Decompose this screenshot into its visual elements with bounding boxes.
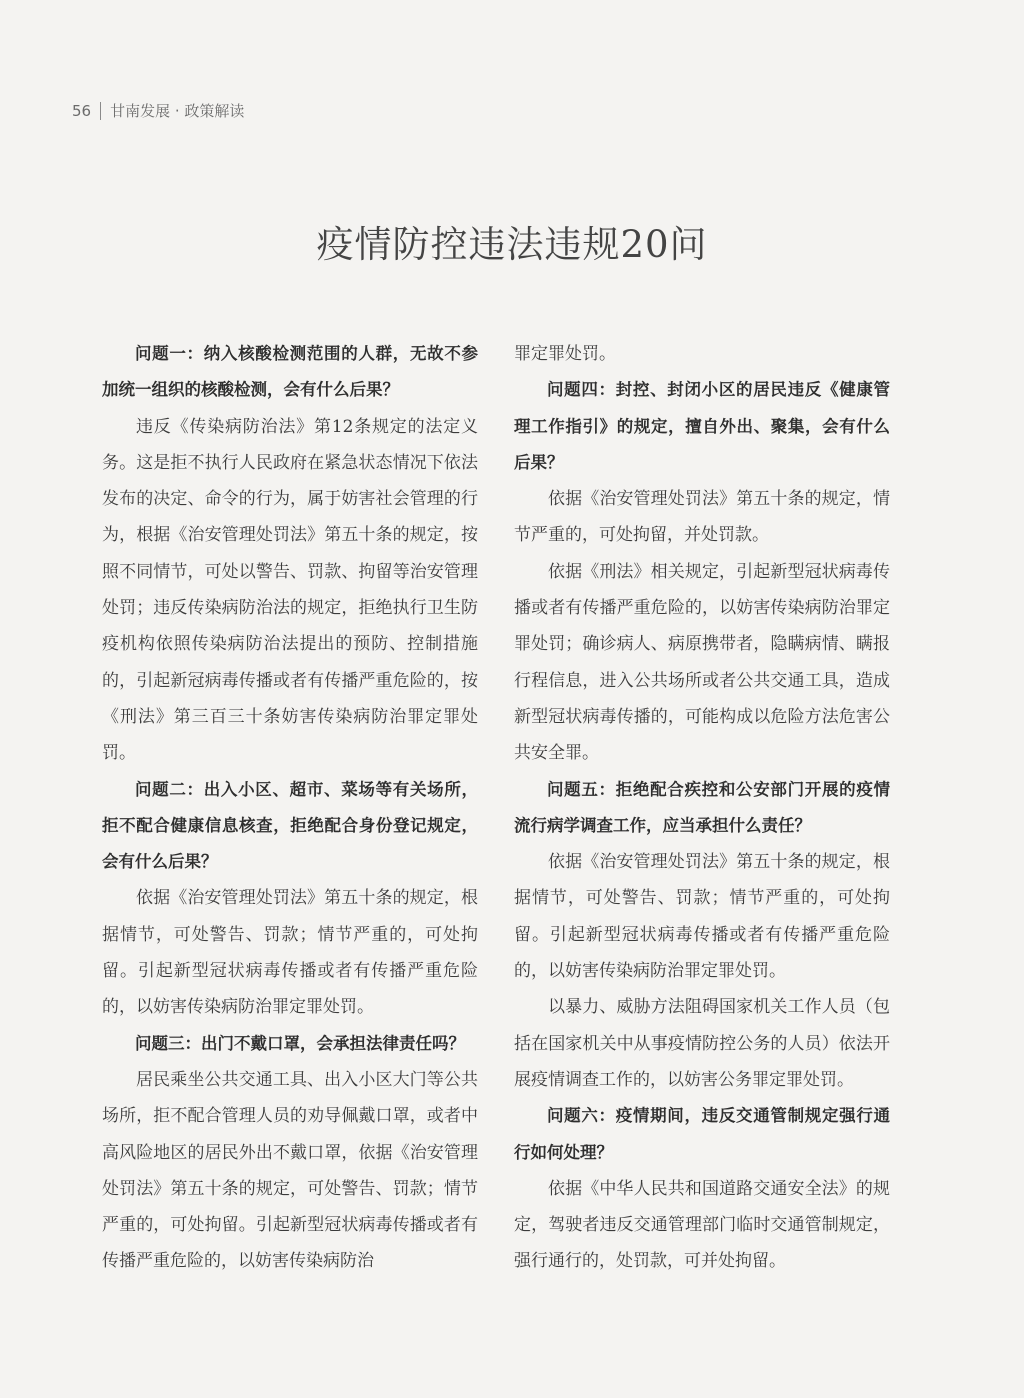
answer-3: 居民乘坐公共交通工具、出入小区大门等公共场所，拒不配合管理人员的劝导佩戴口罩，或者中高风险地区的居民外出不戴口罩，依据《治安管理处罚法》第五十条的规定，可处警告、罚款；情节严重的，可处拘留。引起新型冠状病毒传播或者有传播严重危险的，以妨害传染病防治: [102, 1069, 478, 1272]
article-title: 疫情防控违法违规20问: [316, 223, 708, 266]
answer-5a: 依据《治安管理处罚法》第五十条的规定，根据情节，可处警告、罚款；情节严重的，可处拘留。引起新型冠状病毒传播或者有传播严重危险的，以妨害传染病防治罪定罪处罚。: [514, 852, 890, 982]
page-number: 56: [72, 101, 92, 120]
answer-4b: 依据《刑法》相关规定，引起新型冠状病毒传播或者有传播严重危险的，以妨害传染病防治罪定罪处罚；确诊病人、病原携带者，隐瞒病情、瞒报行程信息，进入公共场所或者公共交通工具，造成新型冠状病毒传播的，可能构成以危险方法危害公共安全罪。: [514, 561, 890, 764]
answer-4a: 依据《治安管理处罚法》第五十条的规定，情节严重的，可处拘留，并处罚款。: [514, 489, 890, 546]
answer-5b: 以暴力、威胁方法阻碍国家机关工作人员（包括在国家机关中从事疫情防控公务的人员）依法开展疫情调查工作的，以妨害公务罪定罪处罚。: [514, 997, 890, 1090]
question-1: 问题一：纳入核酸检测范围的人群，无故不参加统一组织的核酸检测，会有什么后果？: [102, 344, 478, 400]
running-header: [72, 100, 244, 121]
answer-6: 依据《中华人民共和国道路交通安全法》的规定，驾驶者违反交通管理部门临时交通管制规定，强行通行的，处罚款，可并处拘留。: [514, 1178, 890, 1272]
question-6: 问题六：疫情期间，违反交通管制规定强行通行如何处理？: [514, 1106, 890, 1162]
question-5: 问题五：拒绝配合疾控和公安部门开展的疫情流行病学调查工作，应当承担什么责任？: [514, 779, 890, 835]
answer-3-continued: 罪定罪处罚。: [514, 344, 616, 364]
answer-2: 依据《治安管理处罚法》第五十条的规定，根据情节，可处警告、罚款；情节严重的，可处拘留。引起新型冠状病毒传播或者有传播严重危险的，以妨害传染病防治罪定罪处罚。: [102, 888, 478, 1018]
right-column: [514, 336, 890, 1280]
answer-1: 违反《传染病防治法》第12条规定的法定义务。这是拒不执行人民政府在紧急状态情况下依法发布的决定、命令的行为，属于妨害社会管理的行为，根据《治安管理处罚法》第五十条的规定，按照不同情节，可处以警告、罚款、拘留等治安管理处罚；违反传染病防治法的规定，拒绝执行卫生防疫机构依照传染病防治法提出的预防、控制措施的，引起新冠病毒传播或者有传播严重危险的，按《刑法》第三百三十条妨害传染病防治罪定罪处罚。: [102, 416, 478, 764]
question-2: 问题二：出入小区、超市、菜场等有关场所，拒不配合健康信息核查，拒绝配合身份登记规定，会有什么后果？: [102, 779, 478, 872]
question-4: 问题四：封控、封闭小区的居民违反《健康管理工作指引》的规定，擅自外出、聚集，会有什么后果？: [514, 380, 890, 472]
section-name: 甘南发展 · 政策解读: [110, 102, 245, 120]
question-3: 问题三：出门不戴口罩，会承担法律责任吗？: [135, 1033, 465, 1053]
left-column: [102, 336, 478, 1280]
header-divider: [100, 102, 101, 120]
